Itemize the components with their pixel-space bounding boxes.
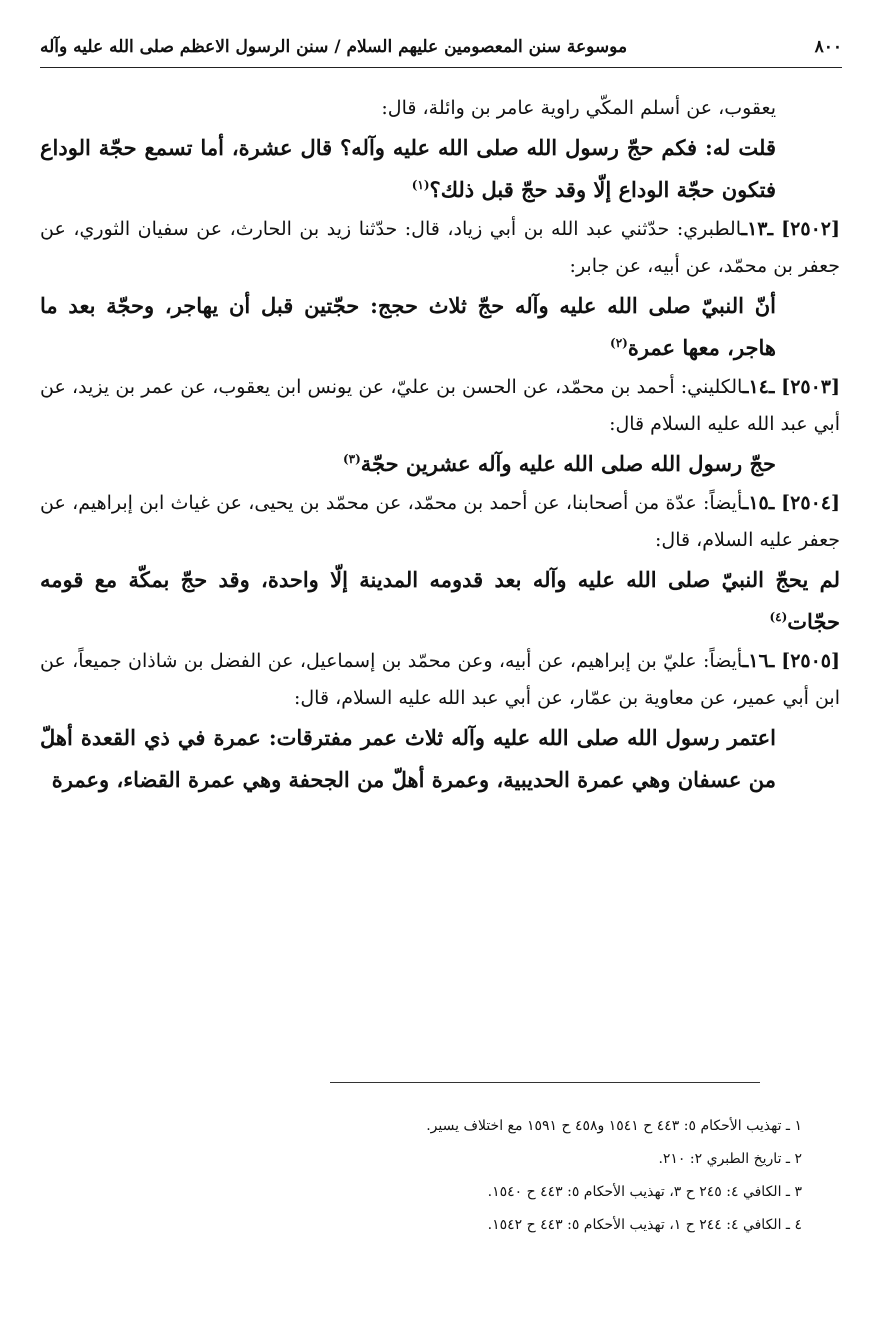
- footnotes: [60, 1110, 802, 1242]
- hadith-text: [40, 443, 840, 485]
- paragraph-text: لم يحجّ النبيّ صلى الله عليه وآله بعد قدومه المدينة إلّا واحدة، وقد حجّ بمكّة مع قومه حجّات: [40, 567, 840, 634]
- hadith-text: [40, 717, 840, 801]
- hadith-text: [40, 285, 840, 369]
- footnote: ٤ ـ الكافي ٤: ٢٤٤ ح ١، تهذيب الأحكام ٥: ٤٤٣ ح ١٥٤٢.: [487, 1217, 802, 1233]
- paragraph-text: الطبري: حدّثني عبد الله بن أبي زياد، قال: حدّثنا زيد بن الحارث، عن سفيان الثوري، عن جعفر بن محمّد، عن أبيه، عن جابر:: [40, 218, 840, 277]
- narration-chain: [40, 211, 840, 285]
- header-rule: [40, 67, 842, 68]
- paragraph-text: اعتمر رسول الله صلى الله عليه وآله ثلاث عمر مفترقات: عمرة في ذي القعدة أهلّ من عسفان وهي عمرة الحديبية، وعمرة أهلّ من الجحفة وهي عمرة القضاء، وعمرة: [40, 725, 776, 792]
- footnote: ٢ ـ تاريخ الطبري ٢: ٢١٠.: [658, 1151, 802, 1167]
- footnote-reference: (٤): [769, 610, 788, 624]
- hadith-text: [40, 559, 840, 643]
- footnote-reference: (١): [411, 178, 430, 192]
- hadith-number: [٢٥٠٥] ـ١٦ـ: [742, 650, 841, 672]
- narration-chain: [40, 643, 840, 717]
- paragraph-text: يعقوب، عن أسلم المكّي راوية عامر بن وائلة، قال:: [381, 97, 776, 119]
- running-title: موسوعة سنن المعصومين عليهم السلام / سنن الرسول الاعظم صلى الله عليه وآله: [40, 37, 628, 57]
- paragraph-text: أنّ النبيّ صلى الله عليه وآله حجّ ثلاث حجج: حجّتين قبل أن يهاجر، وحجّة بعد ما هاجر، معها عمرة: [40, 293, 776, 360]
- footnote: ١ ـ تهذيب الأحكام ٥: ٤٤٣ ح ١٥٤١ و٤٥٨ ح ١٥٩١ مع اختلاف يسير.: [426, 1118, 802, 1134]
- narration-chain: [40, 369, 840, 443]
- paragraph-text: حجّ رسول الله صلى الله عليه وآله عشرين حجّة: [360, 451, 776, 476]
- page-number: ٨٠٠: [814, 37, 842, 57]
- footnote-reference: (٢): [610, 336, 628, 350]
- footnote-separator: [330, 1082, 760, 1083]
- paragraph-text: أيضاً: عليّ بن إبراهيم، عن أبيه، وعن محمّد بن إسماعيل، عن الفضل بن شاذان جميعاً، عن ابن أبي عمير، عن معاوية بن عمّار، عن أبي عبد الله عليه السلام، قال:: [40, 650, 840, 709]
- hadith-text: [40, 127, 840, 211]
- main-text: [40, 90, 840, 801]
- paragraph-text: أيضاً: عدّة من أصحابنا، عن أحمد بن محمّد، عن محمّد بن يحيى، عن غياث ابن إبراهيم، عن جعفر عليه السلام، قال:: [40, 492, 840, 551]
- hadith-number: [٢٥٠٣] ـ١٤ـ: [742, 376, 841, 398]
- narration-chain: [40, 90, 840, 127]
- paragraph-text: الكليني: أحمد بن محمّد، عن الحسن بن عليّ، عن يونس ابن يعقوب، عن عمر بن يزيد، عن أبي عبد الله عليه السلام قال:: [40, 376, 840, 435]
- hadith-number: [٢٥٠٢] ـ١٣ـ: [741, 218, 840, 240]
- footnote: ٣ ـ الكافي ٤: ٢٤٥ ح ٣، تهذيب الأحكام ٥: ٤٤٣ ح ١٥٤٠.: [487, 1184, 802, 1200]
- running-header: [40, 32, 842, 62]
- narration-chain: [40, 485, 840, 559]
- footnote-reference: (٣): [342, 452, 361, 466]
- hadith-number: [٢٥٠٤] ـ١٥ـ: [742, 492, 840, 514]
- paragraph-text: قلت له: فكم حجّ رسول الله صلى الله عليه وآله؟ قال عشرة، أما تسمع حجّة الوداع فتكون حجّة الوداع إلّا وقد حجّ قبل ذلك؟: [40, 135, 776, 202]
